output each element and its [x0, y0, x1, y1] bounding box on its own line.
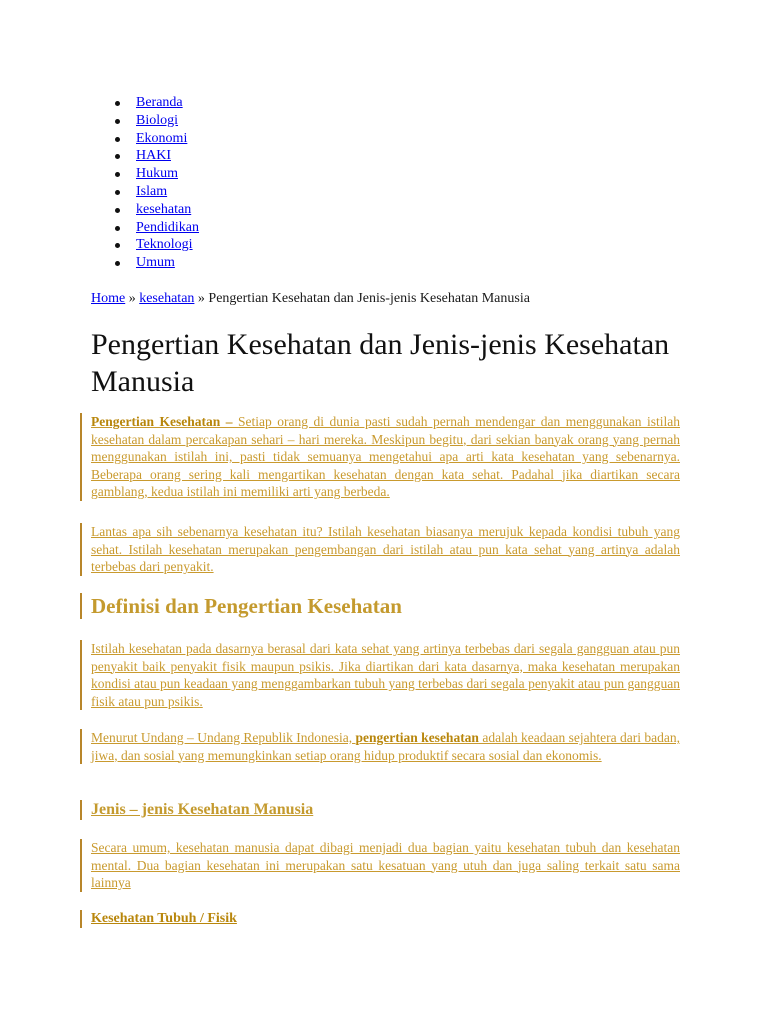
- section-heading-tubuh[interactable]: [80, 910, 680, 928]
- paragraph-text[interactable]: Lantas apa sih sebenarnya kesehatan itu? Istilah kesehatan biasanya merujuk kepada kondisi tubuh yang sehat. Istilah kesehatan merupakan pengembangan dari istilah atau pun kata sehat yang artinya adalah terbebas dari penyakit.: [91, 524, 680, 574]
- section-heading-jenis[interactable]: [80, 800, 680, 820]
- breadcrumb-current: Pengertian Kesehatan dan Jenis-jenis Kesehatan Manusia: [208, 291, 530, 306]
- breadcrumb: [91, 290, 530, 308]
- breadcrumb-separator: »: [194, 291, 209, 306]
- nav-link-kesehatan[interactable]: kesehatan: [136, 201, 192, 217]
- nav-item: [90, 112, 199, 130]
- nav-link-islam[interactable]: Islam: [136, 183, 168, 199]
- category-nav: [90, 94, 199, 272]
- breadcrumb-home-link[interactable]: Home: [91, 291, 126, 306]
- nav-link-pendidikan[interactable]: Pendidikan: [136, 219, 199, 235]
- nav-link-haki[interactable]: HAKI: [136, 148, 171, 164]
- nav-item: [90, 219, 199, 237]
- paragraph-body: Menurut Undang – Undang Republik Indonesia,: [91, 730, 356, 745]
- paragraph-text[interactable]: [91, 729, 680, 764]
- paragraph-body: Setiap orang di dunia pasti sudah pernah mendengar dan menggunakan istilah kesehatan dalam percakapan sehari – hari mereka. Meskipun begitu, dari sekian banyak orang yang pernah menggunakan istilah ini, pasti tidak semuanya mengetahui apa arti kata kesehatan yang sebenarnya. Beberapa orang sering kali mengartikan kesehatan dengan kata sehat. Padahal jika diartikan secara gamblang, kedua istilah ini memiliki arti yang berbeda.: [91, 414, 680, 499]
- section-heading[interactable]: Definisi dan Pengertian Kesehatan: [91, 594, 402, 618]
- subsection-heading[interactable]: Jenis – jenis Kesehatan Manusia: [91, 801, 314, 818]
- nav-item: [90, 130, 199, 148]
- breadcrumb-separator: »: [125, 291, 140, 306]
- article-paragraph-2[interactable]: [80, 523, 680, 576]
- paragraph-body: adalah keadaan sejahtera dari badan, jiwa, dan sosial yang memungkinkan setiap orang hidup produktif secara sosial dan ekonomis.: [91, 730, 680, 763]
- nav-item: [90, 183, 199, 201]
- nav-item: [90, 94, 199, 112]
- nav-link-ekonomi[interactable]: Ekonomi: [136, 130, 188, 146]
- nav-link-biologi[interactable]: Biologi: [136, 112, 179, 128]
- article-paragraph-intro[interactable]: [80, 413, 680, 501]
- paragraph-text[interactable]: Istilah kesehatan pada dasarnya berasal dari kata sehat yang artinya terbebas dari segala gangguan atau pun penyakit baik penyakit fisik maupun psikis. Jika diartikan dari kata dasarnya, maka kesehatan merupakan kondisi atau pun keadaan yang menggambarkan tubuh yang terbebas dari segala penyakit atau pun gangguan fisik atau pun psikis.: [91, 641, 680, 709]
- article-paragraph-4[interactable]: [80, 729, 680, 764]
- minor-heading[interactable]: Kesehatan Tubuh / Fisik: [91, 911, 237, 926]
- paragraph-text[interactable]: Secara umum, kesehatan manusia dapat dibagi menjadi dua bagian yaitu kesehatan tubuh dan kesehatan mental. Dua bagian kesehatan ini merupakan satu kesatuan yang utuh dan juga saling terkait satu sama lainnya: [91, 840, 680, 890]
- page-title: Pengertian Kesehatan dan Jenis-jenis Kesehatan Manusia: [91, 328, 670, 398]
- article-paragraph-3[interactable]: [80, 640, 680, 710]
- section-heading-definisi[interactable]: [80, 593, 680, 619]
- nav-link-hukum[interactable]: Hukum: [136, 166, 178, 182]
- nav-item: [90, 236, 199, 254]
- breadcrumb-category-link[interactable]: kesehatan: [139, 291, 195, 306]
- nav-item: [90, 201, 199, 219]
- article-paragraph-5[interactable]: [80, 839, 680, 892]
- paragraph-bold-lead: Pengertian Kesehatan –: [91, 414, 233, 429]
- paragraph-text[interactable]: [91, 413, 680, 501]
- nav-link-beranda[interactable]: Beranda: [136, 95, 183, 110]
- nav-link-umum[interactable]: Umum: [136, 255, 175, 271]
- nav-link-teknologi[interactable]: Teknologi: [136, 237, 193, 253]
- nav-item: [90, 254, 199, 272]
- nav-item: [90, 165, 199, 183]
- paragraph-bold-term: pengertian kesehatan: [355, 730, 479, 745]
- nav-item: [90, 147, 199, 165]
